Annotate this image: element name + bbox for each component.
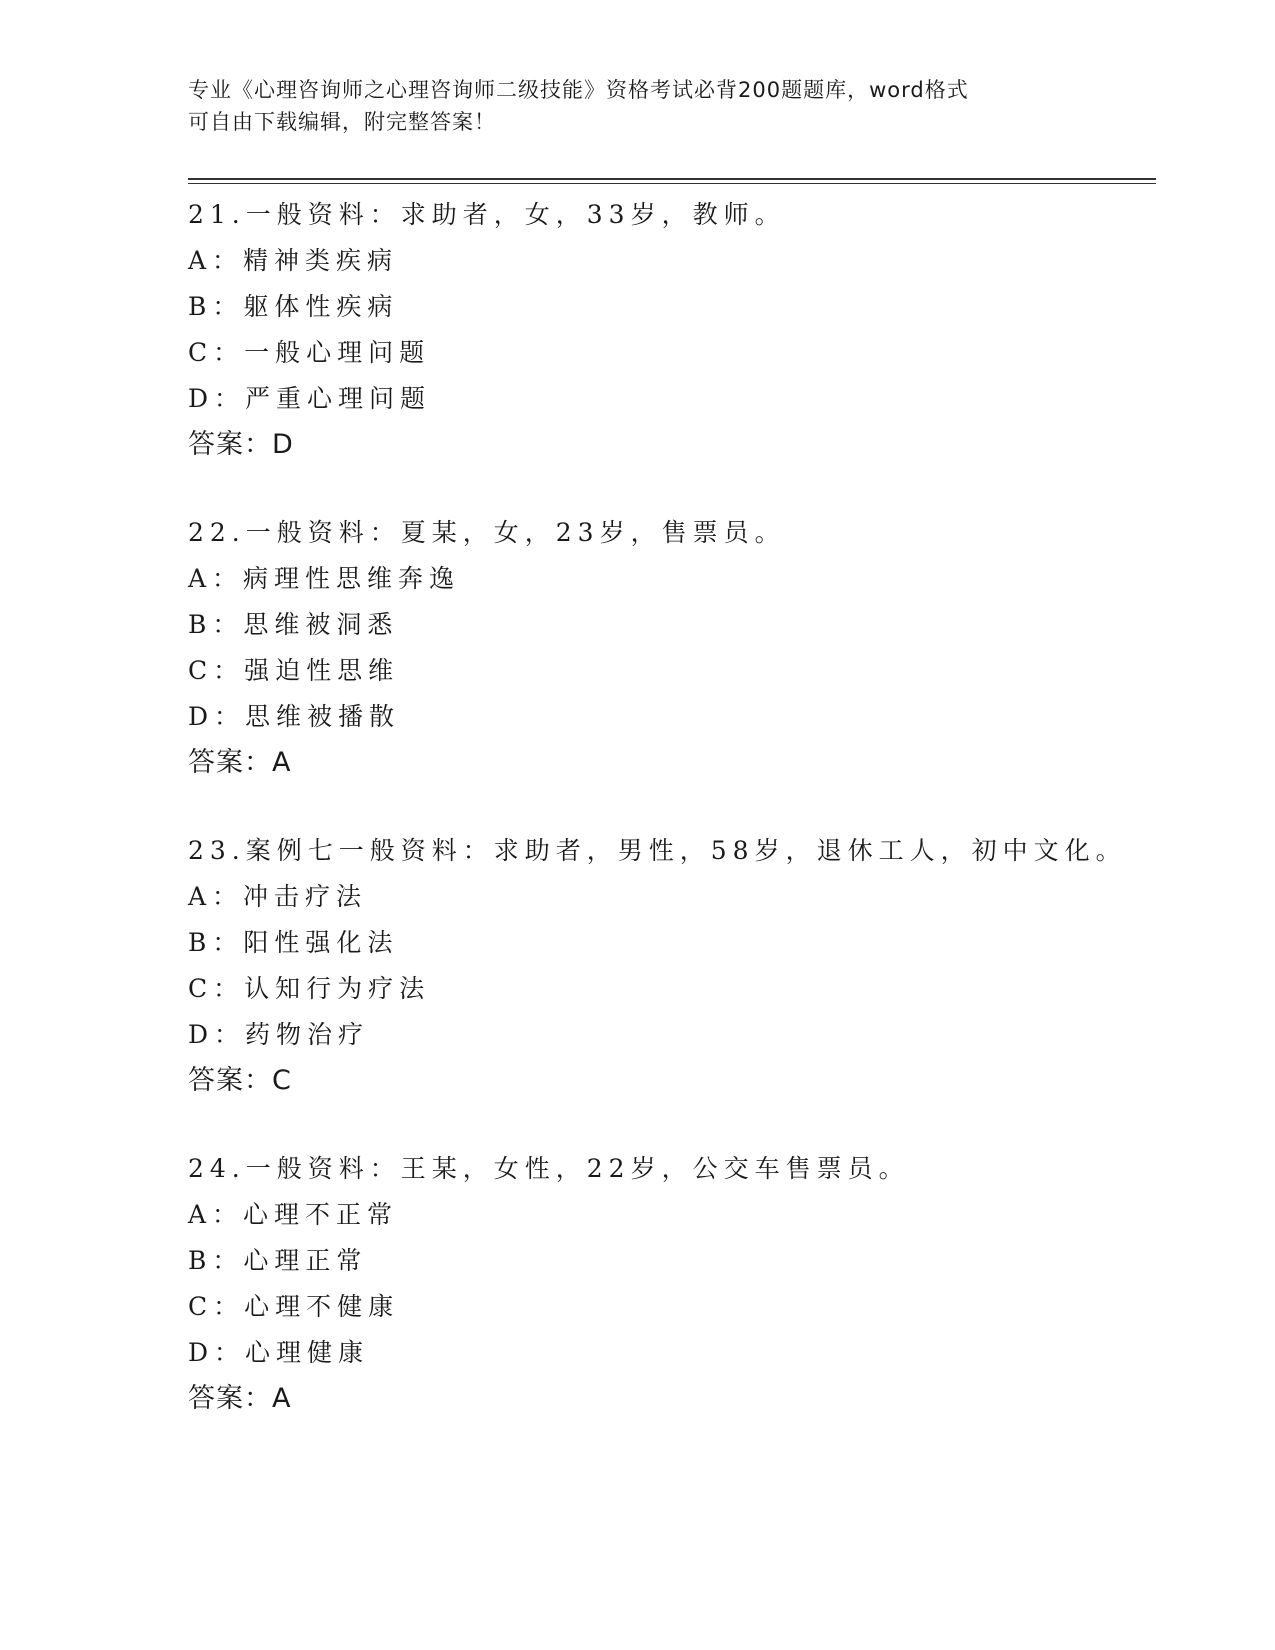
- question-23: [188, 828, 1148, 1104]
- question-stem: 21.一般资料：求助者，女，33岁，教师。: [188, 200, 786, 229]
- answer-label: 答案：C: [188, 1065, 292, 1096]
- question-24: [188, 1146, 1148, 1422]
- question-list: [188, 192, 1148, 1464]
- option-d: D：严重心理问题: [188, 384, 432, 413]
- option-d: D：心理健康: [188, 1338, 370, 1367]
- option-c: C：强迫性思维: [188, 656, 400, 685]
- option-b: B：心理正常: [188, 1246, 368, 1275]
- option-b: B：躯体性疾病: [188, 292, 399, 321]
- option-a: A：病理性思维奔逸: [188, 564, 461, 593]
- option-a: A：精神类疾病: [188, 246, 399, 275]
- option-a: A：心理不正常: [188, 1200, 399, 1229]
- option-b: B：思维被洞悉: [188, 610, 399, 639]
- question-22: [188, 510, 1148, 786]
- question-stem: 22.一般资料：夏某，女，23岁，售票员。: [188, 518, 786, 547]
- option-d: D：药物治疗: [188, 1020, 370, 1049]
- option-c: C：认知行为疗法: [188, 974, 431, 1003]
- question-stem: 24.一般资料：王某，女性，22岁，公交车售票员。: [188, 1154, 910, 1183]
- header-line-1: 专业《心理咨询师之心理咨询师二级技能》资格考试必背200题题库，word格式: [188, 78, 969, 102]
- option-d: D：思维被播散: [188, 702, 401, 731]
- header-divider-bottom: [188, 183, 1156, 184]
- header-line-2: 可自由下载编辑，附完整答案！: [188, 110, 496, 134]
- document-header: [188, 74, 1068, 138]
- answer-label: 答案：D: [188, 429, 294, 460]
- answer-label: 答案：A: [188, 1383, 292, 1414]
- option-c: C：心理不健康: [188, 1292, 400, 1321]
- question-stem: 23.案例七一般资料：求助者，男性，58岁，退休工人，初中文化。: [188, 836, 1127, 865]
- option-b: B：阳性强化法: [188, 928, 399, 957]
- option-a: A：冲击疗法: [188, 882, 368, 911]
- question-21: [188, 192, 1148, 468]
- answer-label: 答案：A: [188, 747, 292, 778]
- option-c: C：一般心理问题: [188, 338, 431, 367]
- header-divider-top: [188, 178, 1156, 180]
